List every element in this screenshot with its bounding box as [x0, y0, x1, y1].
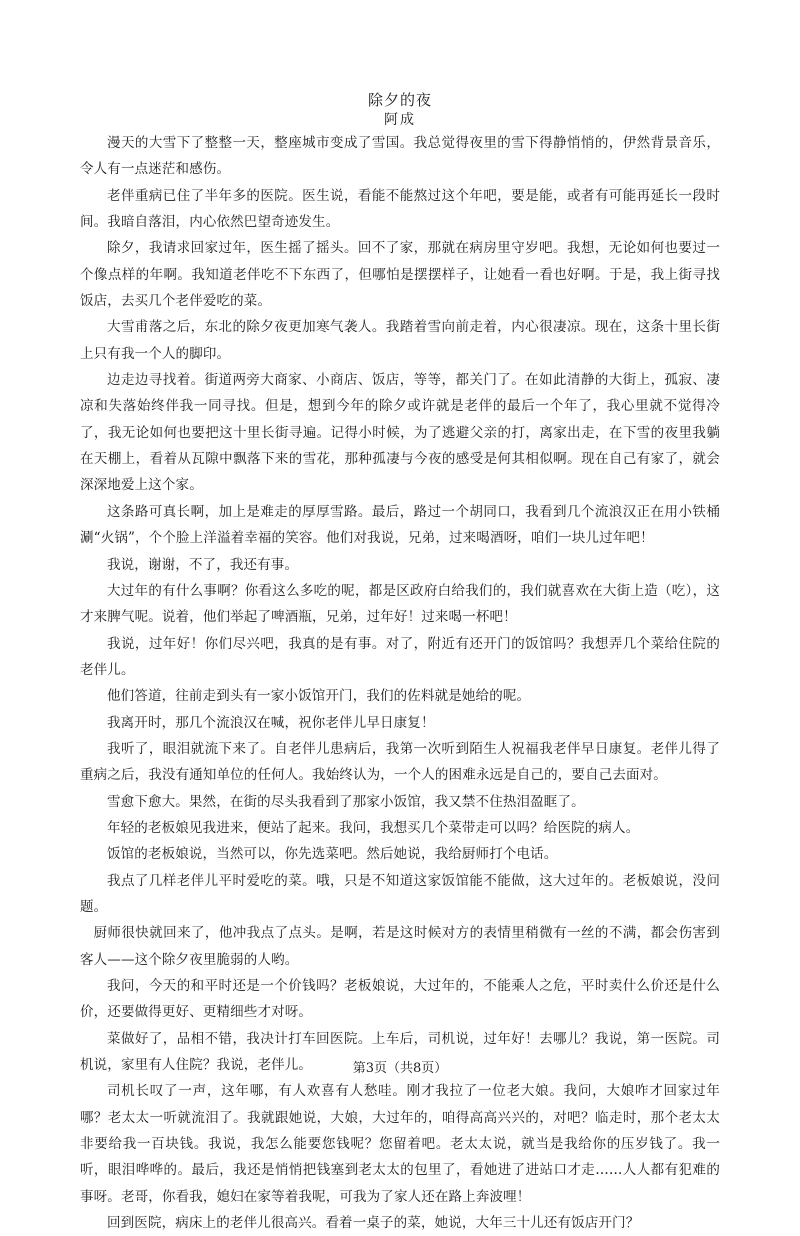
- paragraph: 大雪甫落之后，东北的除夕夜更加寒气袭人。我踏着雪向前走着，内心很凄凉。现在，这条十里长街上只有我一个人的脚印。: [80, 319, 720, 362]
- paragraph: 漫天的大雪下了整整一天，整座城市变成了雪国。我总觉得夜里的雪下得静悄悄的，伊然背景音乐，令人有一点迷茫和感伤。: [80, 135, 720, 178]
- paragraph: 除夕，我请求回家过年，医生摇了摇头。回不了家，那就在病房里守岁吧。我想，无论如何也要过一个像点样的年啊。我知道老伴吃不下东西了，但哪怕是摆摆样子，让她看一看也好啊。于是，我上街寻找饭店，去买几个老伴爱吃的菜。: [80, 240, 720, 310]
- paragraph: 这条路可真长啊，加上是难走的厚厚雪路。最后，路过一个胡同口，我看到几个流浪汉正在用小铁桶涮“火锅”，个个脸上洋溢着幸福的笑容。他们对我说，兄弟，过来喝酒呀，咱们一块儿过年吧！: [80, 503, 720, 547]
- paragraph: 司机长叹了一声，这年哪，有人欢喜有人愁哇。刚才我拉了一位老大娘。我问，大娘咋才回家过年哪？老太太一听就流泪了。我就跟她说，大娘，大过年的，咱得高高兴兴的，对吧？临走时，那个老太太非要给我一百块钱。我说，我怎么能要您钱呢？您留着吧。老太太说，就当是我给你的压岁钱了。我一听，眼泪哗哗的。最后，我还是悄悄把钱塞到老太太的包里了，看她进了进站口才走……人人都有犯难的事呀。老哥，你看我，媳妇在家等着我呢，可我为了家人还在路上奔波哩！: [80, 1083, 720, 1205]
- document-author: 阿成: [384, 112, 416, 128]
- paragraph: 我离开时，那几个流浪汉在喊，祝你老伴儿早日康复！: [107, 714, 435, 731]
- paragraph: 菜做好了，品相不错，我决计打车回医院。上车后，司机说，过年好！去哪儿？我说，第一医院。司机说，家里有人住院？我说，老伴儿。: [80, 1030, 720, 1074]
- document-title: 除夕的夜: [367, 91, 432, 109]
- paragraph: 我说，谢谢，不了，我还有事。: [107, 556, 299, 573]
- paragraph: 老伴重病已住了半年多的医院。医生说，看能不能熬过这个年吧，要是能，或者有可能再延长一段时间。我暗自落泪，内心依然巴望奇迹发生。: [80, 187, 720, 231]
- paragraph: 雪愈下愈大。果然，在街的尽头我看到了那家小饭馆，我又禁不住热泪盈眶了。: [107, 793, 585, 810]
- paragraph: 回到医院，病床上的老伴儿很高兴。看着一桌子的菜，她说，大年三十儿还有饭店开门？: [107, 1215, 640, 1232]
- document-header: [0, 90, 800, 130]
- paragraph: 我说，过年好！你们尽兴吧，我真的是有事。对了，附近有还开门的饭馆吗？我想弄几个菜给住院的老伴儿。: [80, 635, 720, 678]
- paragraph: 他们答道，往前走到头有一家小饭馆开门，我们的佐料就是她给的呢。: [107, 688, 531, 705]
- paragraph: 我问，今天的和平时还是一个价钱吗？老板娘说，大过年的，不能乘人之危，平时卖什么价还是什么价，还要做得更好、更精细些才对呀。: [80, 978, 720, 1021]
- paragraph: 边走边寻找着。街道两旁大商家、小商店、饭店，等等，都关门了。在如此清静的大街上，孤寂、凄凉和失落始终伴我一同寻找。但是，想到今年的除夕或许就是老伴的最后一个年了，我心里就不觉得冷了，我无论如何也要把这十里长街寻遍。记得小时候，为了逃避父亲的打，离家出走，在下雪的夜里我躺在天棚上，看着从瓦隙中飘落下来的雪花，那种孤凄与今夜的感受是何其相似啊。现在自己有家了，就会深深地爱上这个家。: [80, 372, 720, 494]
- paragraph: 大过年的有什么事啊？你看这么多吃的呢，都是区政府白给我们的，我们就喜欢在大街上造（吃），这才来脾气呢。说着，他们举起了啤酒瓶，兄弟，过年好！过来喝一杯吧！: [80, 582, 720, 626]
- paragraph: 厨师很快就回来了，他冲我点了点头。是啊，若是这时候对方的表情里稍微有一丝的不满，都会伤害到客人——这个除夕夜里脆弱的人哟。: [80, 925, 720, 968]
- paragraph: 我听了，眼泪就流下来了。自老伴儿患病后，我第一次听到陌生人祝福我老伴早日康复。老伴儿得了重病之后，我没有通知单位的任何人。我始终认为，一个人的困难永远是自己的，要自己去面对。: [80, 740, 720, 784]
- paragraph: 我点了几样老伴儿平时爱吃的菜。哦，只是不知道这家饭馆能不能做，这大过年的。老板娘说，没问题。: [80, 872, 720, 915]
- page-footer: 第3页（共8页）: [352, 1061, 448, 1076]
- paragraph: 饭馆的老板娘说，当然可以，你先选菜吧。然后她说，我给厨师打个电话。: [107, 846, 558, 863]
- paragraph: 年轻的老板娘见我进来，便站了起来。我问，我想买几个菜带走可以吗？给医院的病人。: [107, 819, 640, 836]
